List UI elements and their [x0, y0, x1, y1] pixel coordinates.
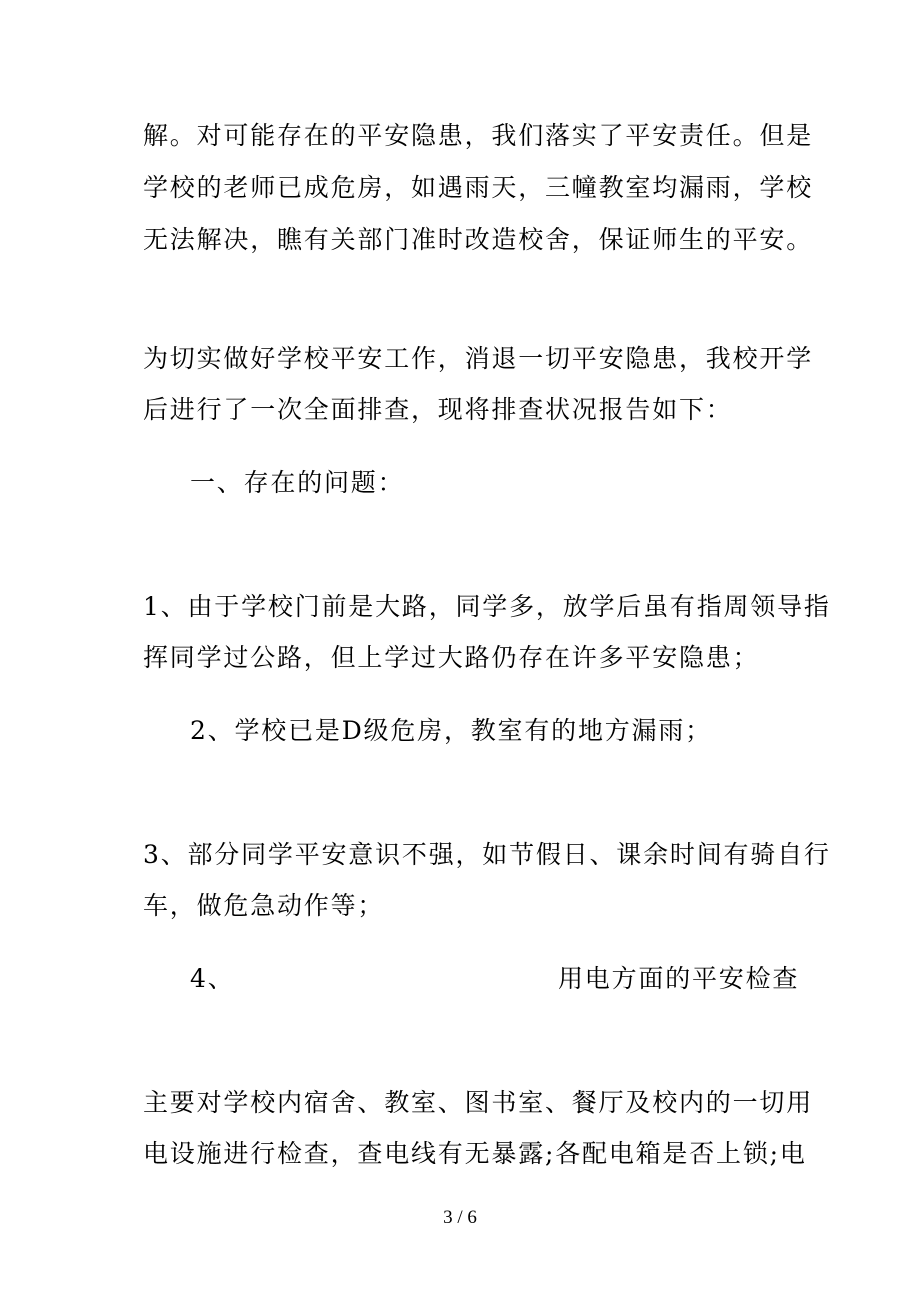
- list-item-line: 车，做危急动作等；: [143, 891, 385, 920]
- page-number: 3 / 6: [443, 1207, 477, 1228]
- section-heading: 一、存在的问题：: [190, 468, 405, 497]
- list-item-title: 用电方面的平安检查: [558, 964, 800, 993]
- list-item-line: 1、由于学校门前是大路，同学多，放学后虽有指周领导指: [143, 592, 831, 621]
- list-item-line: 2、学校已是D级危房，教室有的地方漏雨；: [190, 716, 712, 745]
- paragraph-line: 电设施进行检查，查电线有无暴露;各配电箱是否上锁;电: [143, 1139, 807, 1168]
- list-item-line: 挥同学过公路，但上学过大路仍存在许多平安隐患；: [143, 643, 760, 672]
- paragraph-line: 主要对学校内宿舍、教室、图书室、餐厅及校内的一切用: [143, 1088, 814, 1117]
- paragraph-line: 解。对可能存在的平安隐患，我们落实了平安责任。但是: [143, 121, 814, 150]
- paragraph-line: 为切实做好学校平安工作，消退一切平安隐患，我校开学: [143, 344, 814, 373]
- list-item-number: 4、: [190, 964, 235, 993]
- paragraph-line: 无法解决，瞧有关部门准时改造校舍，保证师生的平安。: [143, 225, 814, 254]
- paragraph-line: 学校的老师已成危房，如遇雨天，三幢教室均漏雨，学校: [143, 173, 814, 202]
- paragraph-line: 后进行了一次全面排查，现将排查状况报告如下：: [143, 395, 733, 424]
- list-item-line: 3、部分同学平安意识不强，如节假日、课余时间有骑自行: [143, 840, 831, 869]
